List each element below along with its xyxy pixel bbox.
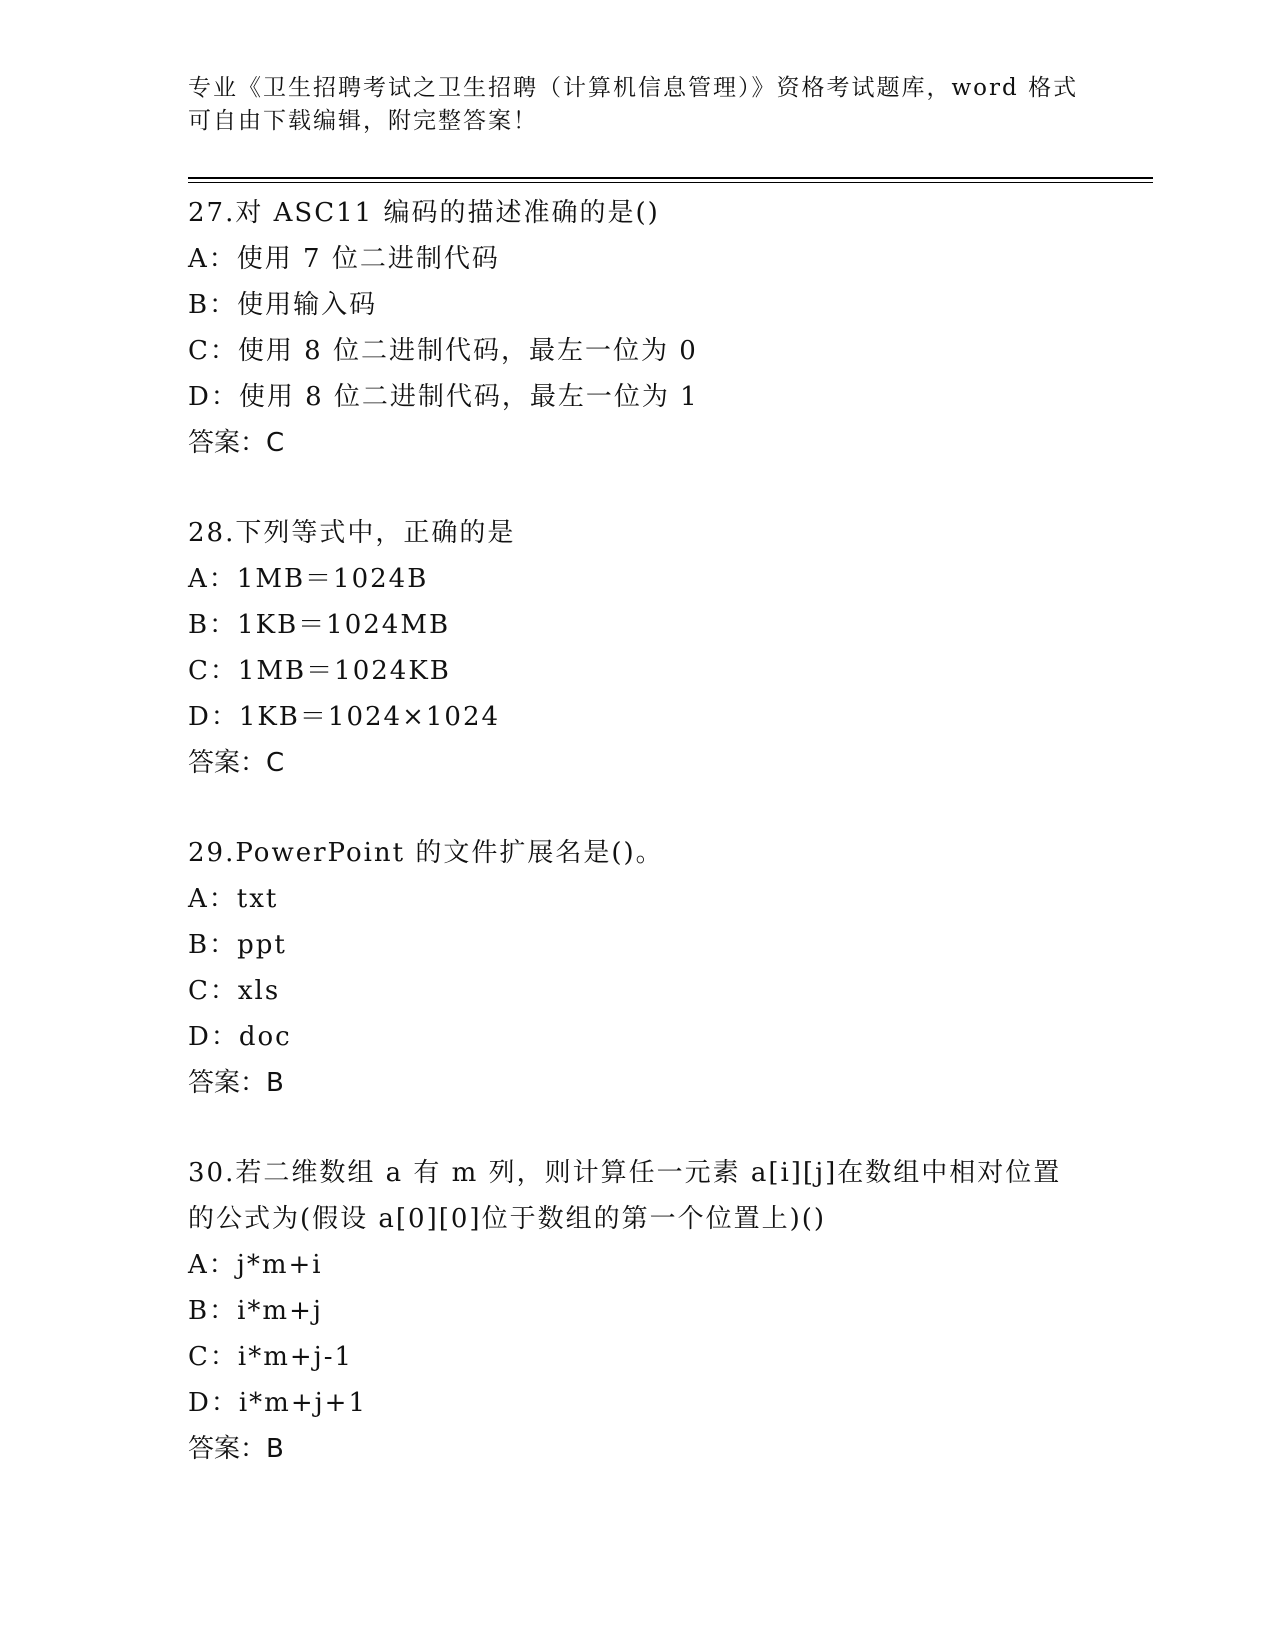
answer-line: 答案：C	[188, 428, 285, 458]
option-d: D：1KB＝1024×1024	[188, 702, 501, 732]
question-stem: 29.PowerPoint 的文件扩展名是()。	[188, 838, 664, 868]
option-c: C：i*m+j-1	[188, 1342, 354, 1372]
answer-line: 答案：B	[188, 1434, 284, 1464]
option-c: C：1MB＝1024KB	[188, 656, 451, 686]
option-d: D：doc	[188, 1022, 292, 1052]
question-29	[188, 830, 1088, 1106]
header-divider-thick	[188, 177, 1153, 179]
option-b: B：使用输入码	[188, 290, 378, 320]
question-28	[188, 510, 1088, 786]
option-b: B：ppt	[188, 930, 287, 960]
question-list	[188, 190, 1088, 1516]
answer-line: 答案：B	[188, 1068, 284, 1098]
option-d: D：使用 8 位二进制代码，最左一位为 1	[188, 382, 699, 412]
option-a: A：txt	[188, 884, 279, 914]
question-stem: 27.对 ASC11 编码的描述准确的是()	[188, 198, 660, 228]
option-c: C：xls	[188, 976, 281, 1006]
option-a: A：1MB＝1024B	[188, 564, 429, 594]
answer-line: 答案：C	[188, 748, 285, 778]
question-stem: 28.下列等式中，正确的是	[188, 518, 516, 548]
option-b: B：1KB＝1024MB	[188, 610, 451, 640]
option-b: B：i*m+j	[188, 1296, 323, 1326]
option-a: A：使用 7 位二进制代码	[188, 244, 500, 274]
header-line-1: 专业《卫生招聘考试之卫生招聘（计算机信息管理）》资格考试题库，word 格式	[188, 75, 1079, 101]
document-header	[188, 72, 1088, 138]
question-30	[188, 1150, 1088, 1472]
header-line-2: 可自由下载编辑，附完整答案！	[188, 108, 538, 134]
option-a: A：j*m+i	[188, 1250, 323, 1280]
header-divider-thin	[188, 182, 1153, 183]
question-stem: 30.若二维数组 a 有 m 列，则计算任一元素 a[i][j]在数组中相对位置的公式为(假设 a[0][0]位于数组的第一个位置上)()	[188, 1158, 1062, 1234]
option-d: D：i*m+j+1	[188, 1388, 367, 1418]
option-c: C：使用 8 位二进制代码，最左一位为 0	[188, 336, 698, 366]
question-27	[188, 190, 1088, 466]
